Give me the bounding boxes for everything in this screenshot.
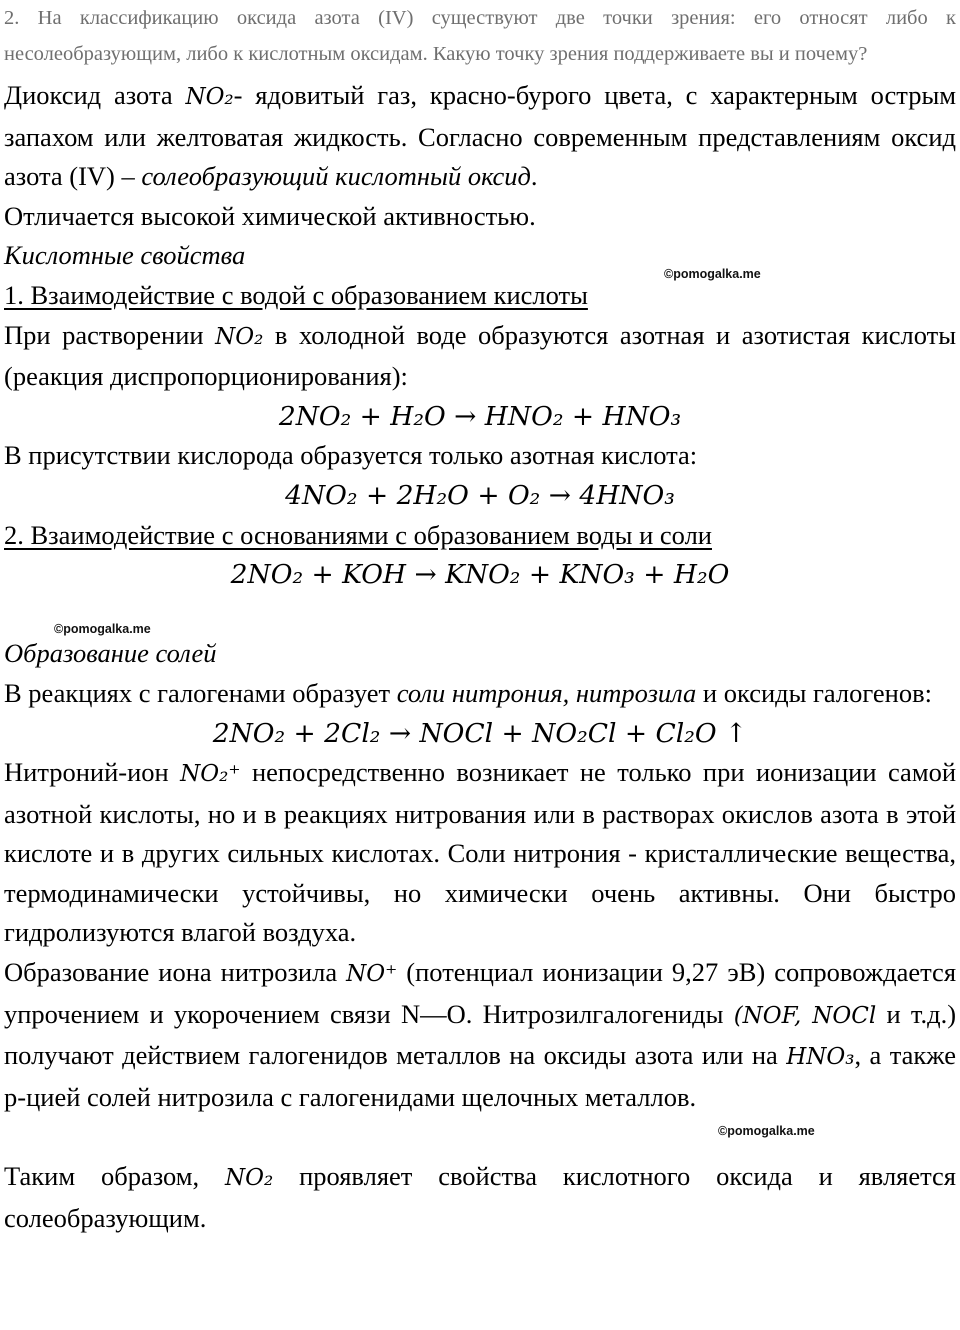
item2-heading [4, 516, 956, 556]
equation-2: 4NO₂ + 2H₂O + O₂ → 4HNO₃ [285, 479, 675, 511]
formula-no-plus: NO⁺ [346, 961, 398, 988]
halogen-emphasis: соли нитрония, нитрозила [396, 677, 697, 708]
equation-4: 2NO₂ + 2Cl₂ → NOCl + NO₂Cl + Cl₂O ↑ [212, 717, 748, 749]
formula-no2: NO₂ [225, 1165, 274, 1192]
formula-nof-nocl: (NOF, NOCl [733, 1002, 877, 1029]
watermark: ©pomogalka.me [718, 1124, 815, 1138]
nitrosyl-part3: и т.д.) получают действием галогенидов металлов на оксиды азота или на [4, 998, 957, 1071]
document-page [4, 0, 956, 1238]
formula-hno3: HNO₃ [786, 1044, 855, 1071]
formula-no2: NO₂ [185, 84, 234, 110]
halogen-part1: В реакциях с галогенами образует [4, 677, 391, 708]
item1-heading [4, 276, 956, 316]
conclusion-part1: Таким образом, [4, 1161, 200, 1192]
item2-title: 2. Взаимодействие с основаниями с образованием воды и соли [4, 519, 712, 550]
equation-3: 2NO₂ + KOH → KNO₂ + KNO₃ + H₂O [230, 559, 730, 591]
nitronium-part1: Нитроний-ион [4, 757, 169, 788]
conclusion-paragraph [4, 1157, 956, 1238]
intro-part1: Диоксид азота [4, 80, 173, 110]
section-heading-salts: Образование солей [4, 638, 217, 669]
equation-1: 2NO₂ + H₂O → HNO₂ + HNO₃ [278, 400, 682, 432]
nitronium-paragraph [4, 753, 956, 953]
oxygen-line: В присутствии кислорода образуется только азотная кислота: [4, 440, 698, 471]
section-heading-acid: Кислотные свойства [4, 240, 246, 271]
item1-title: 1. Взаимодействие с водой с образованием кислоты [4, 279, 588, 310]
watermark: ©pomogalka.me [664, 267, 761, 281]
nitrosyl-paragraph [4, 953, 956, 1117]
intro-emphasis: солеобразующий кислотный оксид [141, 161, 531, 192]
item1-part1: При растворении [4, 319, 204, 350]
halogen-part2: и оксиды галогенов: [702, 677, 932, 708]
intro-part3: . [530, 161, 538, 192]
nitrosyl-part2: (потенциал ионизации 9,27 эВ) сопровождается упрочением и укорочением связи N—O. Нитрозилгалогениды [4, 957, 957, 1029]
nitrosyl-part4: , а также р-цией солей нитрозила с галогенидами щелочных металлов. [4, 1040, 957, 1112]
item1-paragraph [4, 316, 956, 397]
formula-no2: NO₂ [215, 323, 264, 350]
item1-part2: в холодной воде образуются азотная и азотистая кислоты (реакция диспропорционирования): [4, 319, 956, 392]
question-text: 2. На классификацию оксида азота (IV) существуют две точки зрения: его относят либо к несолеобразующим, либо к кислотным оксидам. Какую точку зрения поддерживаете вы и почему? [4, 7, 956, 65]
intro-part2: - ядовитый газ, красно-бурого цвета, с характерным острым запахом или желтоватая жидкость. Согласно современным представлениям оксид азота (IV) – [4, 80, 957, 192]
activity-line: Отличается высокой химической активностью. [4, 200, 536, 231]
nitronium-part2: непосредственно возникает не только при ионизации самой азотной кислоты, но и в реакциях нитрования или в растворах окислов азота в этой кислоте и в других сильных кислотах. Соли нитрония - кристаллические вещества, термодинамически устойчивы, но химически очень активны. Они быстро гидролизуются влагой воздуха. [4, 757, 957, 948]
nitrosyl-part1: Образование иона нитрозила [4, 957, 338, 988]
watermark: ©pomogalka.me [54, 622, 151, 636]
halogen-paragraph [4, 674, 956, 714]
formula-no2-plus: NO₂⁺ [180, 761, 241, 788]
intro-paragraph [4, 76, 956, 197]
conclusion-part2: проявляет свойства кислотного оксида и является солеобразующим. [4, 1161, 956, 1233]
